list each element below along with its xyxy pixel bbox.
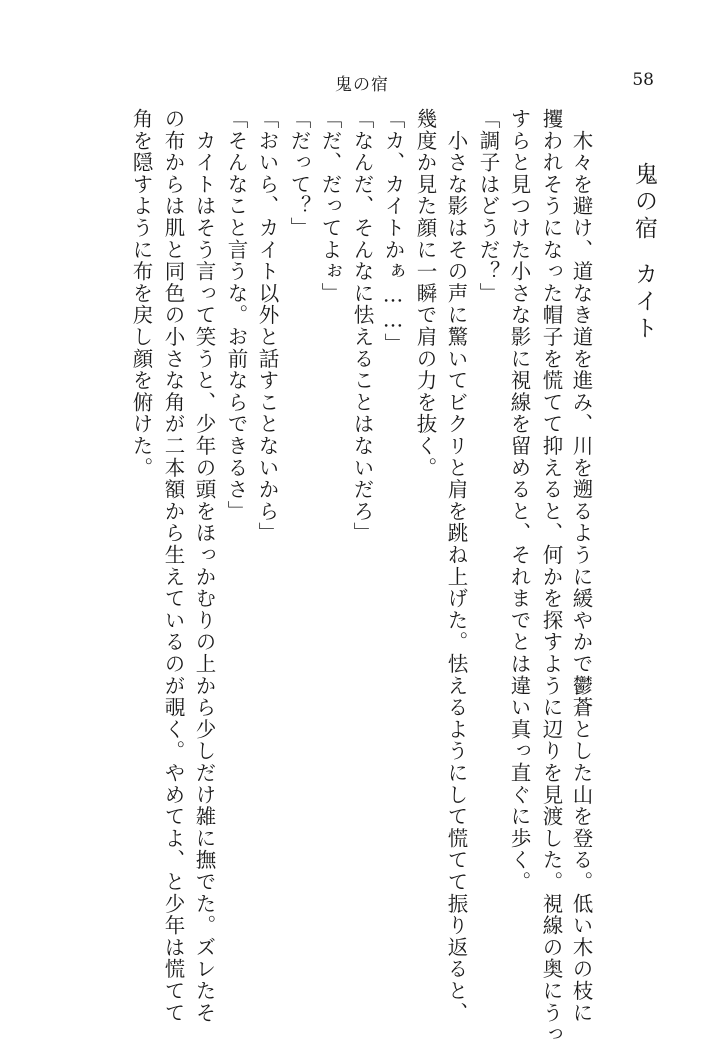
- story-title: 鬼の宿: [631, 162, 657, 243]
- text-column: すらと見つけた小さな影に視線を留めると、それまでとは違い真っ直ぐに歩く。: [507, 108, 531, 893]
- text-column: 「だ、だってよぉ」: [318, 108, 342, 305]
- text-column: 小さな影はその声に驚いてビクリと肩を跳ね上げた。怯えるようにして慌てて振り返ると、: [444, 108, 468, 1024]
- text-column: 角を隠すように布を戻し顔を俯けた。: [129, 108, 153, 479]
- text-column: 「なんだ、そんなに怯えることはないだろ」: [350, 108, 374, 544]
- text-column: 「調子はどうだ？」: [476, 108, 500, 305]
- running-title: 鬼の宿: [335, 75, 389, 95]
- text-column: 「カ、カイトかぁ……」: [381, 108, 405, 355]
- text-column: の布からは肌と同色の小さな角が二本額から生えているのが覗く。やめてよ、と少年は慌てて: [161, 108, 185, 1024]
- text-column: 「そんなこと言うな。お前ならできるさ」: [224, 108, 248, 523]
- text-column: 「だって？」: [287, 108, 311, 239]
- page-number: 58: [632, 70, 654, 90]
- text-column: 攫われそうになった帽子を慌てて抑えると、何かを探すように辺りを見渡した。視線の奥にうっ: [539, 108, 563, 1045]
- text-column: 木々を避け、道なき道を進み、川を遡るように緩やかで鬱蒼とした山を登る。低い木の枝に: [569, 108, 593, 1024]
- text-column: カイトはそう言って笑うと、少年の頭をほっかむりの上から少しだけ雑に撫でた。ズレたそ: [192, 108, 216, 1024]
- text-column: 「おいら、カイト以外と話すことないから」: [255, 108, 279, 544]
- text-column: 幾度か見た顔に一瞬で肩の力を抜く。: [413, 108, 437, 479]
- story-author: カイト: [631, 262, 657, 343]
